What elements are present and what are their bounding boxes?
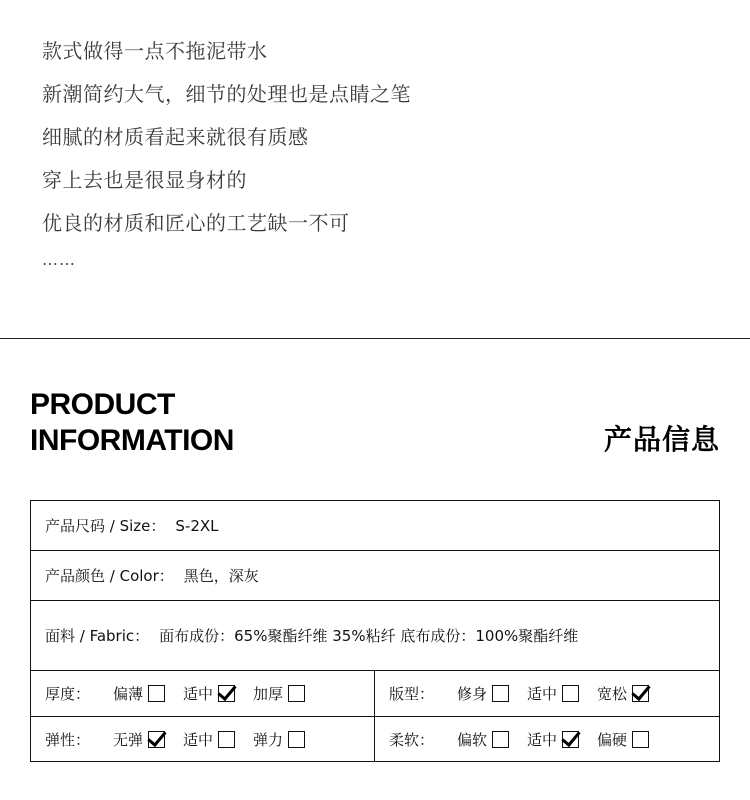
color-label: 产品颜色 / Color：: [45, 567, 174, 585]
softness-label: 柔软：: [389, 730, 435, 749]
intro-line: 优良的材质和匠心的工艺缺一不可: [42, 211, 350, 235]
option-text: 偏硬: [597, 730, 628, 749]
option-text: 适中: [527, 730, 558, 749]
fit-cell: [375, 671, 719, 716]
option-text: 宽松: [597, 685, 628, 703]
thickness-option: [253, 683, 305, 704]
softness-cell: [375, 717, 719, 761]
softness-option: [457, 729, 509, 750]
size-value: S-2XL: [175, 516, 219, 535]
intro-line: 穿上去也是很显身材的: [42, 168, 247, 192]
product-info-table: [30, 500, 720, 762]
checked-checkbox-icon: [218, 685, 235, 702]
attribute-row: [31, 717, 719, 761]
size-label: 产品尺码 / Size：: [45, 517, 166, 535]
checkbox-icon: [492, 685, 509, 702]
fit-option: [527, 683, 579, 704]
thickness-cell: [31, 671, 375, 716]
checkbox-icon: [288, 731, 305, 748]
checkbox-icon: [218, 731, 235, 748]
option-text: 偏软: [457, 730, 488, 749]
option-text: 适中: [183, 685, 214, 703]
checked-checkbox-icon: [148, 731, 165, 748]
softness-option: [597, 729, 649, 750]
thickness-label: 厚度：: [45, 685, 91, 703]
option-text: 适中: [183, 730, 214, 749]
option-text: 修身: [457, 685, 488, 703]
elasticity-cell: [31, 717, 375, 761]
intro-ellipsis: ……: [42, 250, 76, 269]
section-title-chinese: 产品信息: [603, 423, 720, 456]
elasticity-option: [183, 729, 235, 750]
intro-line: 新潮简约大气，细节的处理也是点睛之笔: [42, 82, 411, 106]
attribute-row: [31, 671, 719, 717]
elasticity-label: 弹性：: [45, 730, 91, 749]
checkbox-icon: [148, 685, 165, 702]
option-text: 无弹: [113, 730, 144, 749]
checkbox-icon: [562, 685, 579, 702]
title-line-1: PRODUCT: [30, 388, 175, 421]
size-row: [31, 501, 719, 551]
elasticity-option: [253, 729, 305, 750]
option-text: 偏薄: [113, 685, 144, 703]
fabric-value: 面布成份：65%聚酯纤维 35%粘纤 底布成份：100%聚酯纤维: [159, 627, 579, 645]
color-row: [31, 551, 719, 601]
checkbox-icon: [288, 685, 305, 702]
section-divider: [0, 338, 750, 339]
fabric-label: 面料 / Fabric：: [45, 627, 150, 645]
checkbox-icon: [492, 731, 509, 748]
fit-option: [457, 683, 509, 704]
checked-checkbox-icon: [632, 685, 649, 702]
intro-copy: [42, 30, 411, 275]
fit-label: 版型：: [389, 685, 435, 703]
fabric-row: [31, 601, 719, 671]
checked-checkbox-icon: [562, 731, 579, 748]
elasticity-option: [113, 729, 165, 750]
intro-line: 款式做得一点不拖泥带水: [42, 39, 268, 63]
section-title-english: [30, 387, 234, 459]
option-text: 适中: [527, 685, 558, 703]
color-value: 黑色，深灰: [183, 567, 259, 585]
softness-option: [527, 729, 579, 750]
thickness-option: [113, 683, 165, 704]
title-line-2: INFORMATION: [30, 424, 234, 457]
option-text: 弹力: [253, 730, 284, 749]
intro-line: 细腻的材质看起来就很有质感: [42, 125, 309, 149]
option-text: 加厚: [253, 685, 284, 703]
checkbox-icon: [632, 731, 649, 748]
thickness-option: [183, 683, 235, 704]
fit-option: [597, 683, 649, 704]
